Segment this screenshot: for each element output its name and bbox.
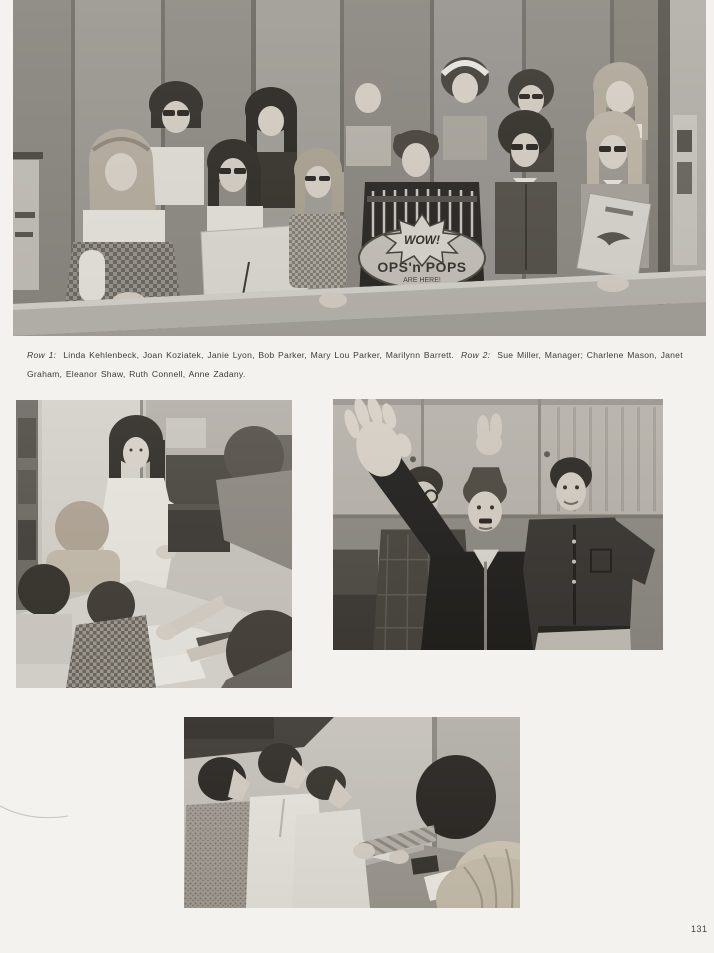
page-number: 131	[691, 924, 708, 934]
caption-row1-label: Row 1:	[27, 350, 57, 360]
photo-worktable	[16, 400, 292, 688]
caption-row2-label: Row 2:	[461, 350, 491, 360]
scan-artifact	[0, 800, 70, 820]
photo-three-boys-illustration	[333, 399, 663, 650]
caption-line-1	[27, 346, 699, 365]
caption-row1-names: Linda Kehlenbeck, Joan Koziatek, Janie Lyon, Bob Parker, Mary Lou Parker, Marilynn Barrett.	[63, 350, 455, 360]
photo-top-group	[13, 0, 706, 336]
caption-row2-names-part2: Graham, Eleanor Shaw, Ruth Connell, Anne Zadany.	[27, 369, 246, 379]
caption-line-2	[27, 365, 699, 384]
caption	[27, 346, 699, 384]
photo-counter-line	[184, 717, 520, 908]
caption-row2-names-part1: Sue Miller, Manager; Charlene Mason, Janet	[497, 350, 683, 360]
photo-worktable-illustration	[16, 400, 292, 688]
photo-counter-line-illustration	[184, 717, 520, 908]
photo-three-boys	[333, 399, 663, 650]
photo-top-illustration	[13, 0, 706, 336]
